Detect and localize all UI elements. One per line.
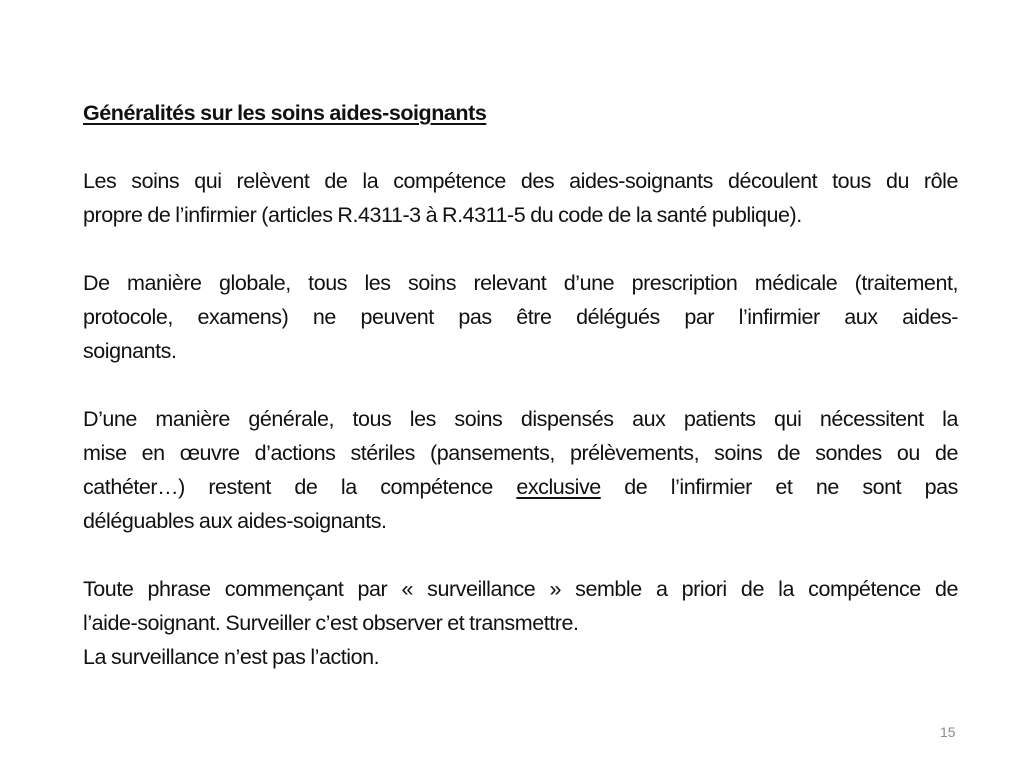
paragraph-3-line-3 [83, 470, 958, 504]
paragraph-4-line-2: l’aide-soignant. Surveiller c’est observer et transmettre. [83, 611, 579, 635]
paragraph-3-line-2: mise en œuvre d’actions stériles (pansements, prélèvements, soins de sondes ou de [83, 441, 958, 465]
paragraph-3-line-4: déléguables aux aides-soignants. [83, 509, 387, 533]
paragraph-3-line-1: D’une manière générale, tous les soins dispensés aux patients qui nécessitent la [83, 407, 958, 431]
paragraph-1-line-1: Les soins qui relèvent de la compétence des aides-soignants découlent tous du rôle [83, 169, 958, 193]
paragraph-3-line-3-end: de l’infirmier et ne sont pas [624, 475, 958, 499]
exclusive-emphasis: exclusive [516, 475, 601, 499]
paragraph-3 [83, 402, 958, 538]
paragraph-4-line-1: Toute phrase commençant par « surveillance » semble a priori de la compétence de [83, 577, 958, 601]
slide-content [83, 96, 958, 674]
slide-title: Généralités sur les soins aides-soignants [83, 101, 487, 125]
paragraph-2-line-1: De manière globale, tous les soins relevant d’une prescription médicale (traitement, [83, 271, 958, 295]
paragraph-1-line-2: propre de l’infirmier (articles R.4311-3 à R.4311-5 du code de la santé publique). [83, 203, 802, 227]
paragraph-4-line-3: La surveillance n’est pas l’action. [83, 645, 380, 669]
paragraph-2-line-3: soignants. [83, 339, 177, 363]
paragraph-2-line-2: protocole, examens) ne peuvent pas être délégués par l’infirmier aux aides- [83, 305, 958, 329]
paragraph-1 [83, 164, 958, 232]
paragraph-2 [83, 266, 958, 368]
paragraph-3-line-3-start: cathéter…) restent de la compétence [83, 475, 493, 499]
paragraph-4 [83, 572, 958, 674]
page-number: 15 [940, 724, 956, 740]
